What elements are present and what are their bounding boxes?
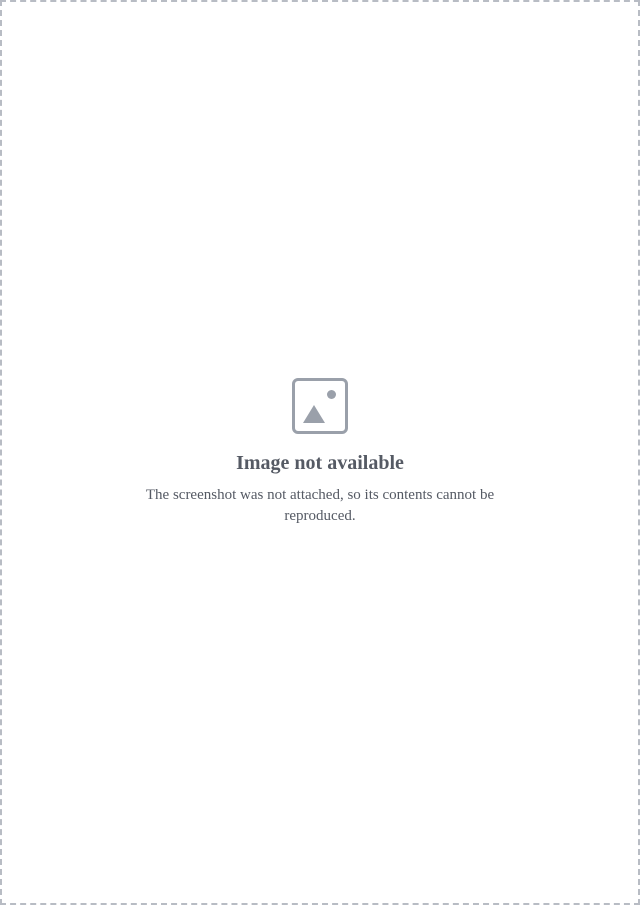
placeholder-notice <box>110 378 530 527</box>
placeholder-message: The screenshot was not attached, so its contents cannot be reproduced. <box>145 487 495 524</box>
placeholder-title: Image not available <box>236 452 404 474</box>
missing-image-icon <box>292 378 348 434</box>
